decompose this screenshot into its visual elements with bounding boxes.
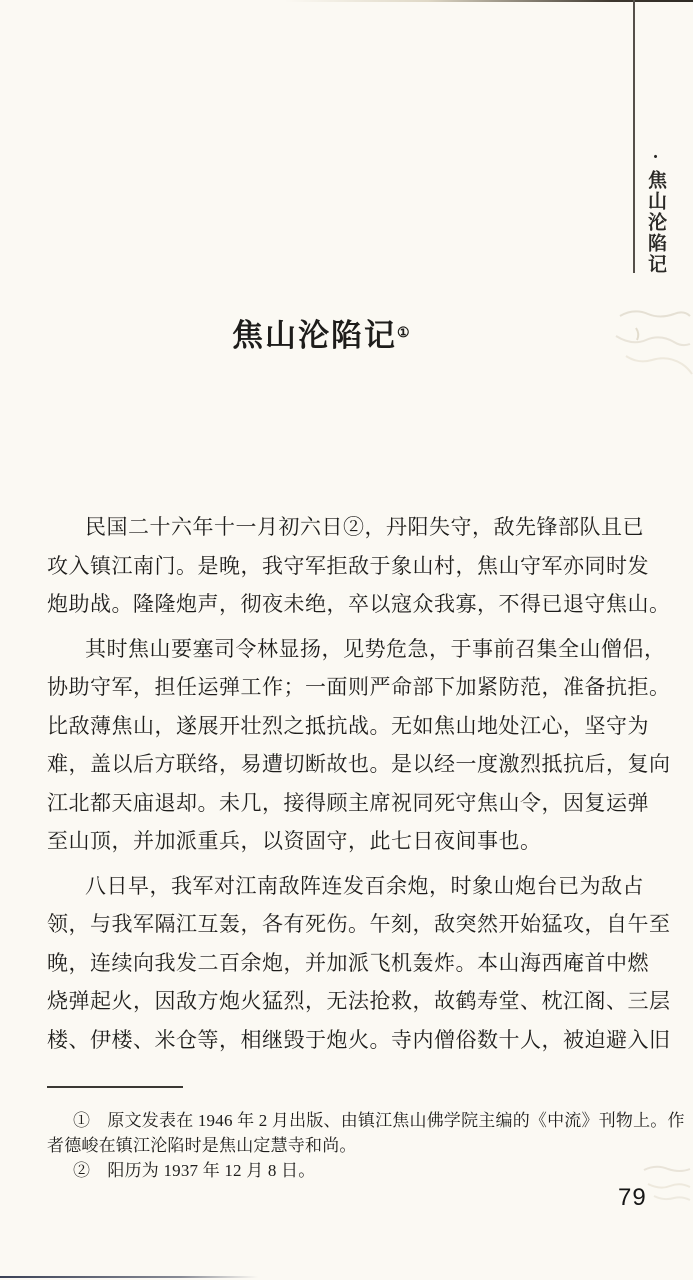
paragraph <box>47 630 671 861</box>
running-head-vertical: ·焦山沦陷记 <box>645 147 666 275</box>
text-line: 烧弹起火，因敌方炮火猛烈，无法抢救，故鹤寿堂、枕江阁、三层 <box>47 989 671 1013</box>
text-line: 晚，连续向我发二百余炮，并加派飞机轰炸。本山海西庵首中燃 <box>47 950 649 975</box>
title-footnote-marker: ① <box>397 326 410 341</box>
text-line: 炮助战。隆隆炮声，彻夜未绝，卒以寇众我寡，不得已退守焦山。 <box>47 592 671 616</box>
text-line: 领，与我军隔江互轰，各有死伤。午刻，敌突然开始猛攻，自午至 <box>47 912 671 936</box>
footnote-line: ② 阳历为 1937 年 12 月 8 日。 <box>73 1161 316 1180</box>
text-line: 八日早，我军对江南敌阵连发百余炮，时象山炮台已为敌占 <box>85 873 644 898</box>
page-number: 79 <box>618 1184 647 1211</box>
page-title-text: 焦山沦陷记 <box>232 318 397 353</box>
footnote-item <box>47 1158 607 1183</box>
text-line: 难，盖以后方联络，易遭切断故也。是以经一度激烈抵抗后，复向 <box>47 752 671 776</box>
scan-stain-mark <box>640 1152 693 1207</box>
scan-edge-bottom <box>0 1276 258 1278</box>
text-line: 攻入镇江南门。是晚，我守军拒敌于象山村，焦山守军亦同时发 <box>47 553 649 578</box>
page-title <box>232 310 410 355</box>
text-line: 其时焦山要塞司令林显扬，见势危急，于事前召集全山僧侣， <box>85 636 666 661</box>
footnote-separator <box>47 1086 183 1088</box>
footnote-item <box>47 1108 685 1158</box>
text-line: 至山顶，并加派重兵，以资固守，此七日夜间事也。 <box>47 829 542 853</box>
scan-edge-top <box>285 0 693 2</box>
footnotes <box>47 1108 685 1183</box>
text-line: 楼、伊楼、米仓等，相继毁于炮火。寺内僧俗数十人，被迫避入旧 <box>47 1027 671 1052</box>
text-line: 江北都天庙退却。未几，接得顾主席祝同死守焦山令，因复运弹 <box>47 790 649 815</box>
footnote-line: ① 原文发表在 1946 年 2 月出版、由镇江焦山佛学院主编的《中流》刊物上。作 <box>73 1111 685 1130</box>
paragraph <box>47 867 671 1060</box>
footnote-line: 者德峻在镇江沦陷时是焦山定慧寺和尚。 <box>47 1136 357 1155</box>
sidebar-rule <box>633 0 635 273</box>
scan-stain-mark <box>606 298 693 383</box>
text-line: 协助守军，担任运弹工作；一面则严命部下加紧防范，准备抗拒。 <box>47 675 671 699</box>
paragraph <box>47 508 671 624</box>
body-text <box>47 508 671 1059</box>
text-line: 民国二十六年十一月初六日②，丹阳失守，敌先锋部队且已 <box>85 515 644 539</box>
text-line: 比敌薄焦山，遂展开壮烈之抵抗战。无如焦山地处江心，坚守为 <box>47 713 649 738</box>
